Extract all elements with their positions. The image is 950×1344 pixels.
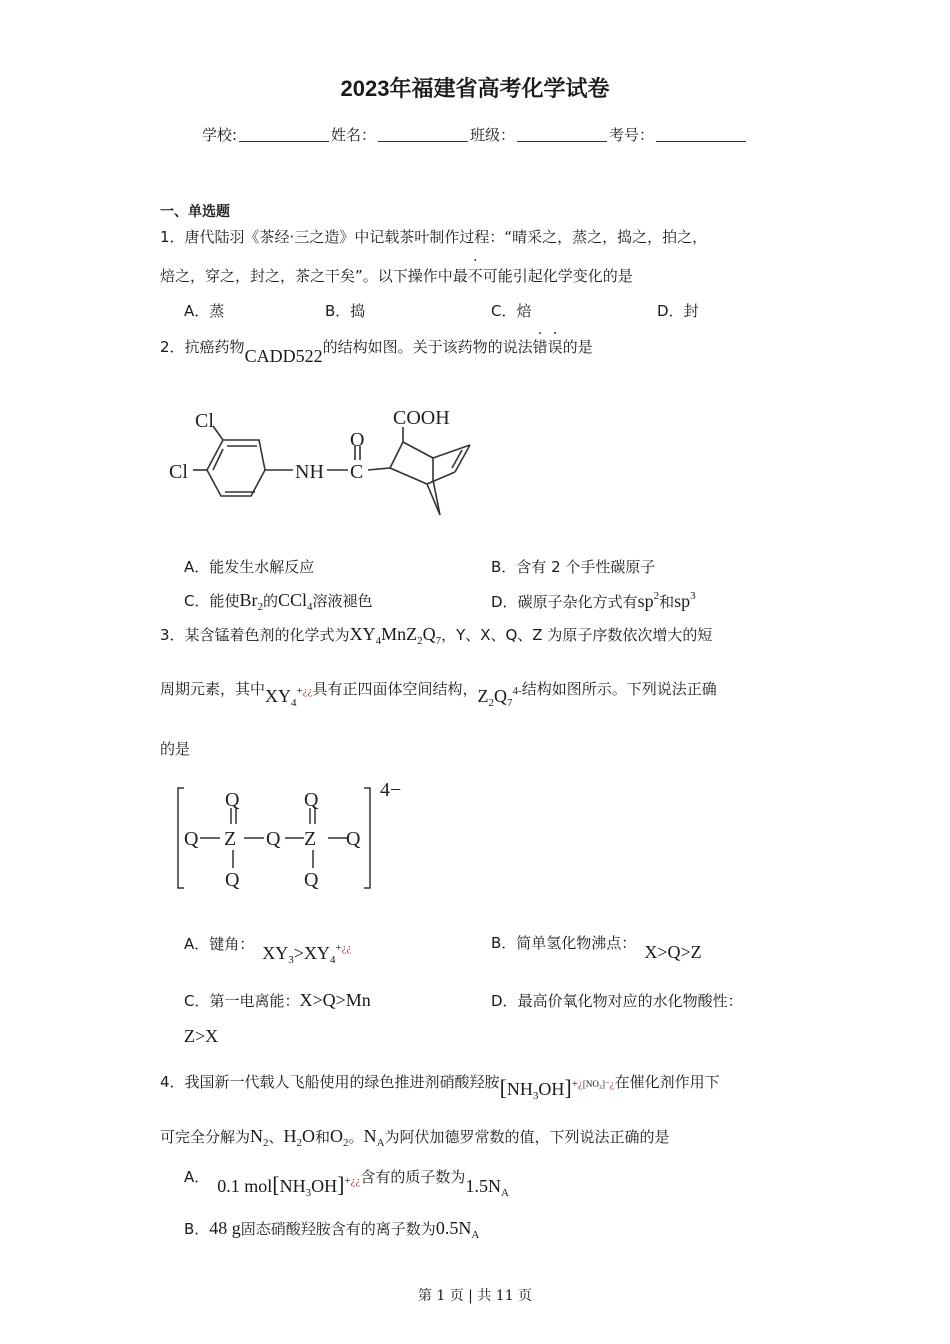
formula-base: H (283, 1126, 297, 1146)
z2q7-ion-formula (477, 685, 522, 709)
question-1-line-1 (160, 226, 707, 247)
question-1-number: 1． (160, 228, 185, 246)
avogadro-symbol (363, 1126, 385, 1149)
class-blank (517, 127, 607, 142)
question-4-option-a[interactable] (184, 1162, 509, 1199)
bracket-close: ] (564, 1075, 572, 1100)
q-atom-label: Q (225, 789, 240, 811)
option-key: D． (491, 992, 518, 1010)
ccl4-formula (278, 590, 313, 613)
emphasis-dots: · · (537, 326, 558, 342)
name-blank (378, 127, 468, 142)
question-2-option-b[interactable] (491, 556, 655, 577)
question-3-option-c[interactable] (184, 990, 371, 1011)
option-text: 含有 2 个手性碳原子 (516, 558, 656, 576)
encoding-artifact: ¿¿ (341, 942, 352, 954)
school-label: 学校: (201, 126, 237, 144)
question-2-number: 2． (160, 338, 185, 356)
question-1-text-b: 可能引起化学变化的是 (482, 267, 633, 285)
encoding-artifact: ¿¿ (302, 685, 313, 697)
formula-base: O (302, 1126, 316, 1146)
question-3-text-b: ，Y、X、Q、Z 为原子序数依次增大的短 (441, 626, 713, 644)
separator: 、 (268, 1128, 284, 1146)
question-1-option-a[interactable] (184, 300, 224, 321)
chlorine-label-top: Cl (195, 410, 214, 432)
formula-subscript: 4 (329, 954, 336, 966)
formula-base: sp (674, 591, 691, 611)
question-4-text-b: 在催化剂作用下 (614, 1073, 720, 1091)
formula-base: Q (494, 686, 508, 706)
formula-superscript: 3 (690, 590, 696, 602)
emphasis-marked-text (532, 326, 563, 356)
formula-base: sp (637, 591, 654, 611)
formula-subscript: 7 (435, 635, 442, 647)
question-4-line-1 (160, 1067, 720, 1102)
carbon-label: C (350, 461, 364, 483)
option-text-b: 的 (263, 592, 279, 610)
page-footer: 第 1 页 | 共 11 页 (417, 1288, 533, 1304)
question-3-text-d: 具有正四面体空间结构， (312, 680, 478, 698)
n2-formula (250, 1126, 269, 1149)
question-1-option-c[interactable] (491, 300, 532, 321)
question-2-option-c[interactable] (184, 590, 373, 613)
exam-number-blank (656, 127, 746, 142)
option-key: B． (184, 1220, 210, 1238)
formula-subscript: 2 (257, 601, 263, 613)
q-atom-label: Q (184, 828, 199, 850)
option-key: D． (491, 593, 518, 611)
bromine-formula (239, 590, 264, 613)
formula-superscript: + (571, 1078, 578, 1090)
option-key: B． (325, 302, 351, 320)
formula-subscript: 4 (307, 601, 313, 613)
chlorine-label-left: Cl (169, 461, 188, 483)
question-3-text-a: 某含锰着色剂的化学式为 (184, 626, 350, 644)
comparison-operator: > (293, 943, 304, 963)
formula-base: Z (477, 686, 489, 706)
z-atom-label: Z (304, 828, 317, 850)
formula-superscript: + (296, 685, 303, 697)
question-3-number: 3． (160, 626, 185, 644)
question-2-option-a[interactable] (184, 556, 314, 577)
question-4-text-a: 我国新一代载人飞船使用的绿色推进剂硝酸羟胺 (184, 1073, 500, 1091)
question-4-text-d: 为阿伏加德罗常数的值，下列说法正确的是 (384, 1128, 670, 1146)
option-text-a: 碳原子杂化方式有 (517, 593, 638, 611)
sp2-label (638, 591, 660, 611)
nh-label: NH (295, 461, 324, 483)
formula-base: XY (303, 943, 330, 963)
question-1-option-b[interactable] (325, 300, 365, 321)
z2q7-structure-diagram (170, 780, 420, 895)
option-text-c: 溶液褪色 (312, 592, 373, 610)
o2-formula (330, 1126, 349, 1149)
formula-base: OH (538, 1079, 565, 1099)
question-1-text-a: 焙之，穿之，封之，茶之干矣”。以下操作中最 (160, 267, 468, 285)
formula-subscript: 2 (417, 635, 423, 647)
boiling-point-expression: X>Q>Z (644, 942, 702, 962)
option-text: 焙 (516, 302, 532, 320)
amount: 0.1 mol (217, 1176, 273, 1196)
question-4-option-b[interactable] (184, 1218, 479, 1241)
class-label: 班级： (470, 126, 516, 144)
value: 0.5N (435, 1218, 472, 1238)
encoding-artifact: ¿ (577, 1078, 583, 1090)
formula-part: Q (422, 624, 436, 644)
formula-part: XY (349, 624, 376, 644)
option-text: 固态硝酸羟胺含有的离子数为 (240, 1220, 436, 1238)
emphasis-text: 错误 (532, 338, 563, 356)
formula-base: NH (506, 1079, 533, 1099)
question-4-line-2 (160, 1126, 670, 1149)
h2o-formula (283, 1126, 316, 1149)
section-heading: 一、单选题 (160, 204, 230, 220)
question-3-line-3: 的是 (160, 740, 191, 758)
question-4-number: 4． (160, 1073, 185, 1091)
question-2-text-b: 的结构如图。关于该药物的说法 (322, 338, 533, 356)
page-title: 2023年福建省高考化学试卷 (340, 76, 610, 101)
encoding-artifact: ¿ (609, 1078, 615, 1090)
formula-superscript: 2 (653, 590, 660, 602)
punctuation: 。 (348, 1128, 364, 1146)
formula-base: OH (311, 1176, 338, 1196)
emphasis-mark: 不 (467, 267, 483, 285)
value-subscript: A (500, 1187, 509, 1199)
formula-subscript: 4 (291, 697, 297, 709)
option-label: 键角： (209, 935, 255, 953)
compound-name: CADD522 (244, 346, 323, 366)
option-a-formula: 0.1 $mol[NH_3OH]^{+¿¿}$ (217, 1172, 361, 1199)
ionization-energy-expression: X>Q>Mn (299, 990, 371, 1010)
option-key: A． (184, 935, 210, 953)
exam-number-label: 考号： (609, 126, 655, 144)
question-2-text-a: 抗癌药物 (184, 338, 245, 356)
option-key: A． (184, 302, 210, 320)
option-text-a: 能使 (209, 592, 240, 610)
xy4-ion-formula (265, 685, 313, 709)
formula-superscript: 4- (512, 685, 522, 697)
q-atom-label: Q (304, 789, 319, 811)
option-text-b: 和 (659, 593, 675, 611)
formula-subscript: 3 (532, 1090, 539, 1102)
option-key: A． (184, 558, 210, 576)
formula-subscript: 2 (263, 1137, 269, 1149)
formula-subscript: 7 (507, 697, 513, 709)
option-key: D． (657, 302, 684, 320)
q-atom-label: Q (304, 869, 319, 891)
question-2-text-c: 的是 (562, 338, 593, 356)
option-key: B． (491, 558, 517, 576)
formula-subscript: 3 (305, 1187, 312, 1199)
formula-base: O (330, 1126, 344, 1146)
q-atom-label: Q (225, 869, 240, 891)
q-atom-label: Q (346, 828, 361, 850)
encoding-artifact: ¿¿ (350, 1175, 361, 1187)
formula-superscript: + (344, 1175, 351, 1187)
question-3-text-c: 周期元素，其中 (160, 680, 266, 698)
bond-angle-expression (262, 942, 352, 966)
question-3-option-d[interactable] (491, 990, 743, 1011)
formula-subscript: 2 (343, 1137, 349, 1149)
option-text: 封 (683, 302, 699, 320)
bracket-open: [ (499, 1075, 507, 1100)
student-info-line (0, 124, 950, 145)
option-label: 简单氢化物沸点： (516, 934, 637, 952)
value: 1.5N (465, 1176, 501, 1196)
colorant-formula (349, 624, 442, 647)
formula-base: N (250, 1126, 264, 1146)
formula-base: CCl (278, 590, 308, 610)
hydroxylammonium-nitrate-formula (499, 1075, 615, 1102)
formula-base: N (363, 1126, 377, 1146)
name-label: 姓名： (331, 126, 377, 144)
school-blank (239, 127, 329, 142)
oxygen-label: O (350, 429, 365, 451)
question-2-option-d[interactable] (491, 590, 696, 612)
nitrate-formula: [NO₃]⁻ (582, 1079, 610, 1089)
option-label: 第一电离能： (209, 992, 300, 1010)
formula-base: Br (239, 590, 258, 610)
question-3-option-b[interactable] (491, 932, 702, 962)
formula-subscript: 4 (375, 635, 382, 647)
question-3-line-1 (160, 624, 712, 647)
option-text: 蒸 (209, 302, 225, 320)
q-atom-label: Q (266, 828, 281, 850)
formula-base: XY (262, 943, 289, 963)
option-key: C． (184, 592, 210, 610)
formula-subscript: A (376, 1137, 385, 1149)
sp3-label (674, 591, 696, 611)
amount: 48 g (209, 1218, 241, 1238)
formula-base: NH (279, 1176, 306, 1196)
z-atom-label: Z (224, 828, 237, 850)
option-text: 含有的质子数为 (360, 1168, 466, 1186)
formula-subscript: 3 (288, 954, 294, 966)
proton-count-value (465, 1176, 509, 1199)
value-subscript: A (471, 1229, 480, 1241)
option-label: 最高价氧化物对应的水化物酸性： (517, 992, 743, 1010)
ion-count-value (435, 1218, 480, 1241)
option-key: C． (184, 992, 210, 1010)
charge-label: 4− (380, 780, 402, 801)
option-key: B． (491, 934, 517, 952)
option-key: C． (491, 302, 517, 320)
question-2-stem (160, 326, 593, 366)
formula-subscript: 2 (296, 1137, 303, 1149)
question-3-option-d-expression: Z>X (184, 1026, 219, 1046)
cooh-label: COOH (393, 407, 450, 429)
conjunction: 和 (315, 1128, 331, 1146)
question-1-option-d[interactable] (657, 300, 699, 321)
question-4-text-c: 可完全分解为 (160, 1128, 251, 1146)
question-3-text-e: 结构如图所示。下列说法正确 (521, 680, 717, 698)
question-1-line-2 (160, 265, 633, 286)
question-1-text: 唐代陆羽《茶经·三之造》中记载茶叶制作过程：“晴采之，蒸之，捣之，拍之， (184, 228, 708, 246)
option-text: 捣 (350, 302, 366, 320)
formula-part: MnZ (381, 624, 418, 644)
formula-subscript: 2 (488, 697, 495, 709)
option-key: A． (184, 1168, 210, 1186)
formula-superscript: + (335, 942, 342, 954)
option-text: 能发生水解反应 (209, 558, 315, 576)
question-3-option-a[interactable] (184, 932, 352, 966)
formula-base: XY (265, 686, 292, 706)
cadd522-structure-diagram (165, 400, 485, 525)
question-3-line-2 (160, 677, 717, 709)
